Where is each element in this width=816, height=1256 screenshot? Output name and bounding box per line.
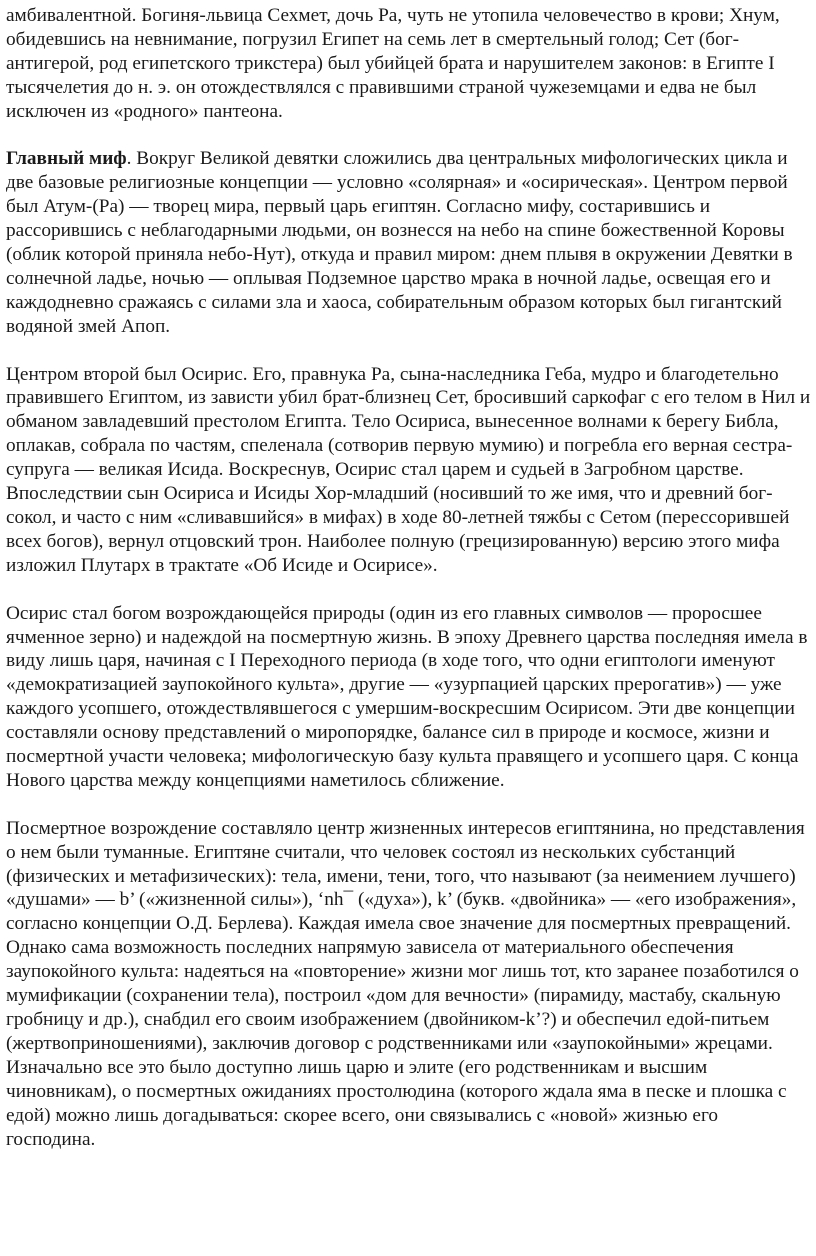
paragraph-4-text: Осирис стал богом возрождающейся природы (один из его главных символов — проросшее ячменное зерно) и надеждой на посмертную жизнь. В эпоху Древнего царства последняя имела в виду лишь царя, начиная с I Переходного периода (в ходе того, что одни египтологи именуют «демократизацией заупокойного культа», другие — «узурпацией царских прерогатив») — уже каждого усопшего, отождествлявшегося с умершим-воскресшим Осирисом. Эти две концепции составляли основу представлений о миропорядке, балансе сил в природе и космосе, жизни и посмертной участи человека; мифологическую базу культа правящего и усопшего царя. С конца Нового царства между концепциями наметилось сближение.	[6, 602, 808, 791]
paragraph-3-text: Центром второй был Осирис. Его, правнука Ра, сына-наследника Геба, мудро и благодетельно правившего Египтом, из зависти убил брат-близнец Сет, бросивший саркофаг с его телом в Нил и обманом завладевший престолом Египта. Тело Осириса, вынесенное волнами к берегу Библа, оплакав, собрала по частям, спеленала (сотворив первую мумию) и погребла его верная сестра-супруга — великая Исида. Воскреснув, Осирис стал царем и судьей в Загробном царстве. Впоследствии сын Осириса и Исиды Хор-младший (носивший то же имя, что и древний бог-сокол, и часто с ним «сливавшийся» в мифах) в ходе 80-летней тяжбы с Сетом (перессорившей всех богов), вернул отцовский трон. Наиболее полную (грецизированную) версию этого мифа изложил Плутарх в трактате «Об Исиде и Осирисе».	[6, 363, 811, 576]
paragraph-4	[6, 602, 812, 793]
paragraph-3	[6, 363, 812, 578]
paragraph-1	[6, 4, 812, 124]
paragraph-5-text: Посмертное возрождение составляло центр жизненных интересов египтянина, но представления о нем были туманные. Египтяне считали, что человек состоял из нескольких субстанций (физических и метафизических): тела, имени, тени, того, что называют (за неимением лучшего) «душами» — b’ («жизненной силы»), ‘nh¯ («духа»), k’ (букв. «двойника» — «его изображения», согласно концепции О.Д. Берлева). Каждая имела свое значение для посмертных превращений. Однако сама возможность последних напрямую зависела от материального обеспечения заупокойного культа: надеяться на «повторение» жизни мог лишь тот, кто заранее позаботился о мумификации (сохранении тела), построил «дом для вечности» (пирамиду, мастабу, скальную гробницу и др.), снабдил его своим изображением (двойником-k’?) и обеспечил едой-питьем (жертвоприношениями), заключив договор с родственниками или «заупокойными» жрецами. Изначально все это было доступно лишь царю и элите (его родственникам и высшим чиновникам), о посмертных ожиданиях простолюдина (которого ждала яма в песке и плошка с едой) можно лишь догадываться: скорее всего, они связывались с «новой» жизнью его господина.	[6, 817, 805, 1150]
paragraph-5	[6, 817, 812, 1152]
main-myth-heading: Главный миф	[6, 148, 127, 170]
paragraph-2-text: . Вокруг Великой девятки сложились два центральных мифологических цикла и две базовые религиозные концепции — условно «солярная» и «осирическая». Центром первой был Атум-(Ра) — творец мира, первый царь египтян. Согласно мифу, состарившись и рассорившись с неблагодарными людьми, он вознесся на небо на спине божественной Коровы (облик которой приняла небо-Нут), откуда и правил миром: днем плывя в окружении Девятки в солнечной ладье, ночью — оплывая Подземное царство мрака в ночной ладье, освещая его и каждодневно сражаясь с силами зла и хаоса, собирательным образом которых был гигантский водяной змей Апоп.	[6, 148, 793, 337]
paragraph-main-myth	[6, 147, 812, 338]
paragraph-1-text: амбивалентной. Богиня-львица Сехмет, дочь Ра, чуть не утопила человечество в крови; Хнум, обидевшись на невнимание, погрузил Египет на семь лет в смертельный голод; Сет (бог-антигерой, род египетского трикстера) был убийцей брата и нарушителем законов: в Египте I тысячелетия до н. э. он отождествлялся с правившими страной чужеземцами и едва не был исключен из «родного» пантеона.	[6, 5, 780, 122]
